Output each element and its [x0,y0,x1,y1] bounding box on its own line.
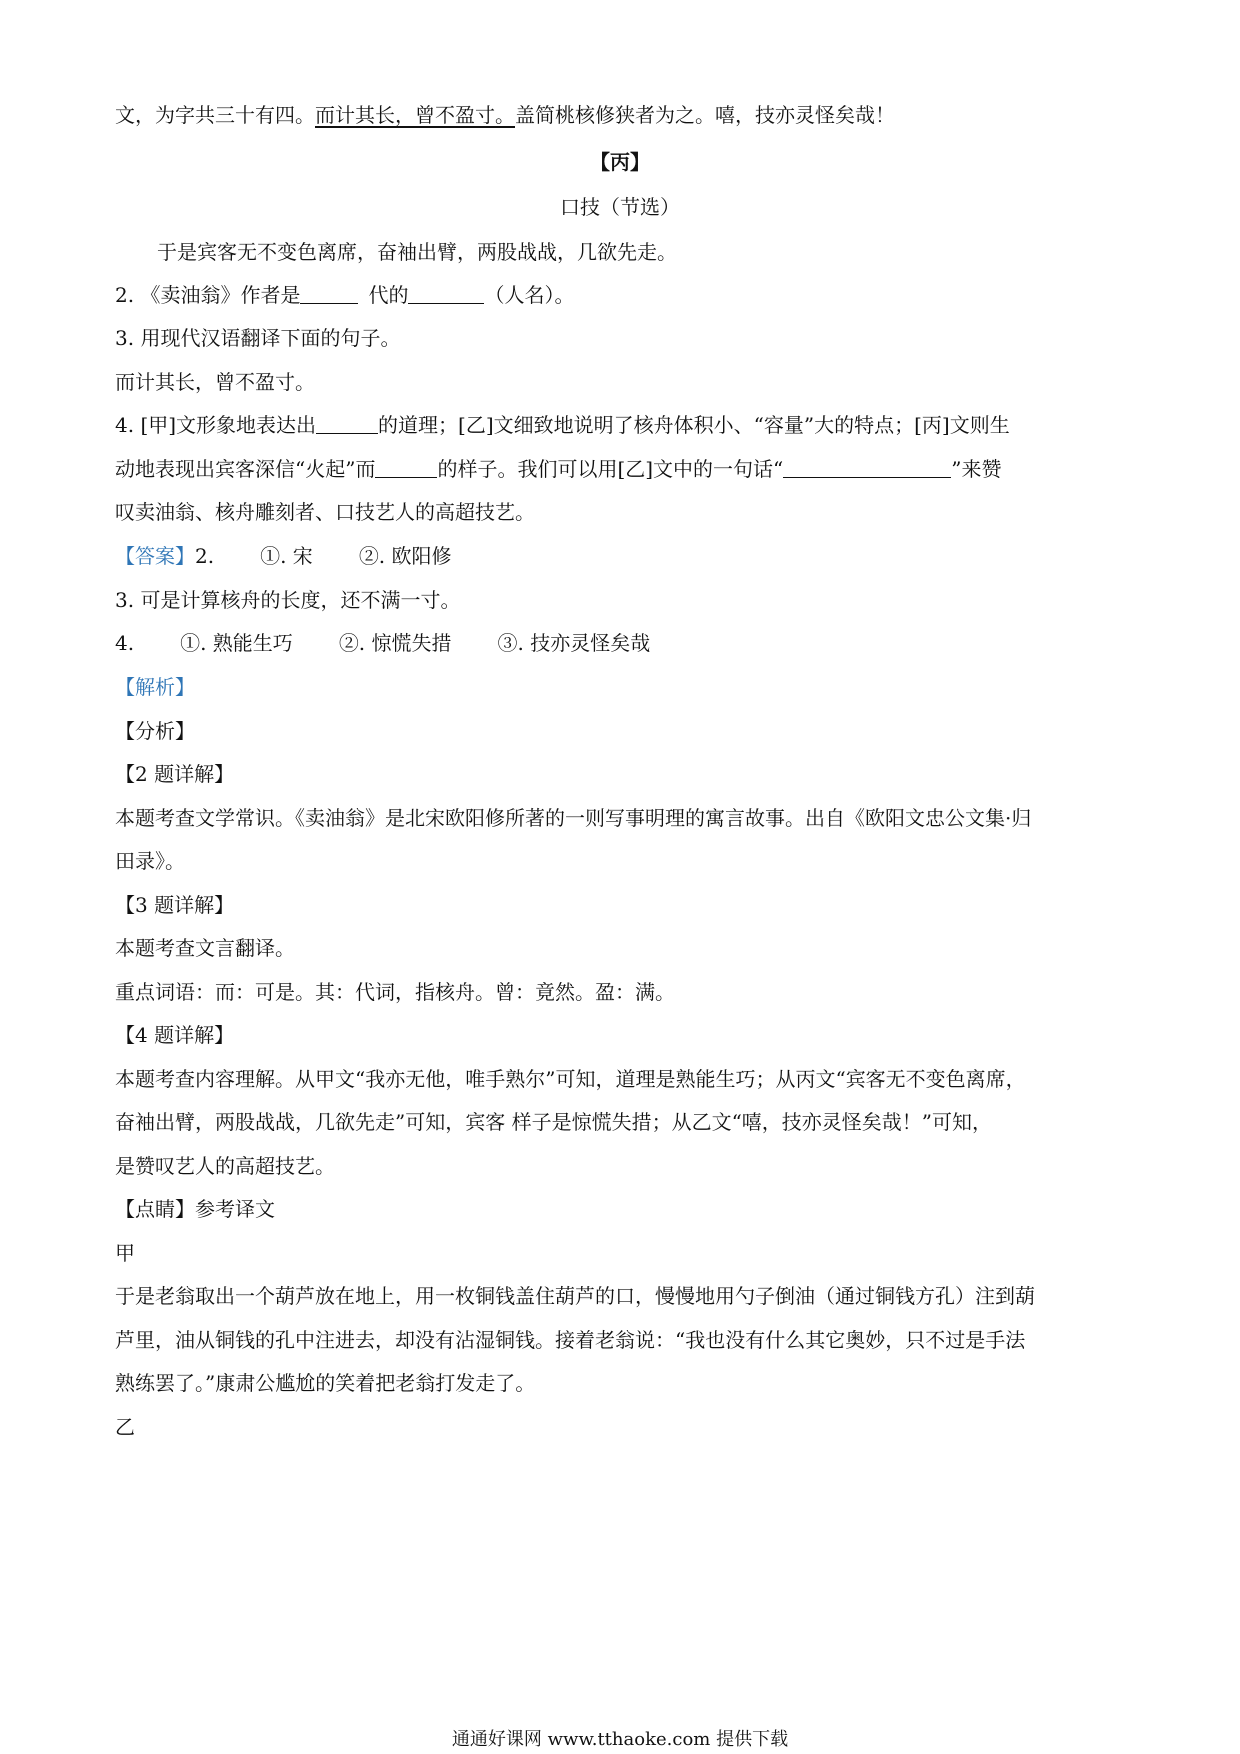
translation-jia-line-1: 于是老翁取出一个葫芦放在地上，用一枚铜钱盖住葫芦的口，慢慢地用勺子倒油（通过铜钱方孔）注到葫 [115,1284,1035,1308]
question-4-line-3: 叹卖油翁、核舟雕刻者、口技艺人的高超技艺。 [115,500,535,524]
translation-yi-label: 乙 [115,1415,135,1439]
detail-4-line-2: 奋袖出臂，两股战战，几欲先走”可知，宾客 样子是惊慌失措；从乙文“嘻，技亦灵怪矣哉！”可知， [115,1110,993,1134]
answer-tag: 【答案】 [115,544,195,568]
answer-q4-num: 4. [115,631,135,655]
detail-4-line-1: 本题考查内容理解。从甲文“我亦无他，唯手熟尔”可知，道理是熟能生巧；从丙文“宾客无不变色离席， [115,1067,1026,1091]
q4-line1-a: 4. [甲]文形象地表达出 [115,413,317,437]
q2-blank-name[interactable] [408,283,484,304]
top-line-underlined: 而计其长，曾不盈寸。 [315,103,515,127]
answer-line-2 [115,541,452,571]
top-passage-line [115,100,895,130]
detail-4-line-3: 是赞叹艺人的高超技艺。 [115,1154,335,1178]
q4-line1-b: 的道理；[乙]文细致地说明了核舟体积小、“容量”大的特点；[丙]文则生 [378,413,1010,437]
q2-part-c: （人名）。 [484,283,575,307]
q4-blank-2[interactable] [375,457,437,478]
top-line-after: 盖简桃核修狭者为之。嘻，技亦灵怪矣哉！ [515,103,895,127]
analysis-tag: 【解析】 [115,675,195,699]
detail-2-title: 【2 题详解】 [115,762,235,786]
q2-blank-dynasty[interactable] [300,283,358,304]
question-4-line-1 [115,410,1010,440]
dianjing-title: 【点睛】参考译文 [115,1197,275,1221]
bing-label: 【丙】 [590,150,650,174]
translation-jia-line-3: 熟练罢了。”康肃公尴尬的笑着把老翁打发走了。 [115,1371,536,1395]
answer-line-4 [115,628,650,658]
question-3-sentence: 而计其长，曾不盈寸。 [115,370,315,394]
detail-2-line-2: 田录》。 [115,849,185,873]
answer-q4-3: ③. 技亦灵怪矣哉 [497,631,651,655]
answer-q3: 3. 可是计算核舟的长度，还不满一寸。 [115,588,461,612]
answer-q2-2: ②. 欧阳修 [358,544,452,568]
detail-3-title: 【3 题详解】 [115,893,235,917]
q4-blank-3[interactable] [783,457,951,478]
detail-4-title: 【4 题详解】 [115,1023,235,1047]
answer-q4-1: ①. 熟能生巧 [180,631,293,655]
detail-3-line-1: 本题考查文言翻译。 [115,936,295,960]
translation-jia-label: 甲 [115,1241,135,1265]
detail-3-line-2: 重点词语：而：可是。其：代词，指核舟。曾：竟然。盈：满。 [115,980,675,1004]
bing-title: 口技（节选） [560,195,680,219]
question-4-line-2 [115,454,1002,484]
q2-part-a: 2. 《卖油翁》作者是 [115,283,301,307]
q4-blank-1[interactable] [316,413,378,434]
answer-q4-2: ②. 惊慌失措 [338,631,452,655]
analysis-fenxi: 【分析】 [115,719,195,743]
q2-part-b: 代的 [368,283,409,307]
question-2 [115,280,574,310]
translation-jia-line-2: 芦里，油从铜钱的孔中注进去，却没有沾湿铜钱。接着老翁说：“我也没有什么其它奥妙，只不过是手法 [115,1328,1026,1352]
detail-2-line-1: 本题考查文学常识。《卖油翁》是北宋欧阳修所著的一则写事明理的寓言故事。出自《欧阳文忠公文集·归 [115,806,1032,830]
bing-text: 于是宾客无不变色离席，奋袖出臂，两股战战，几欲先走。 [157,240,677,264]
q4-line2-c: ”来赞 [951,457,1002,481]
top-line-before: 文，为字共三十有四。 [115,103,315,127]
footer-source: 通通好课网 www.tthaoke.com 提供下载 [451,1729,789,1750]
answer-q2-1: ①. 宋 [260,544,313,568]
question-3-title: 3. 用现代汉语翻译下面的句子。 [115,326,401,350]
q4-line2-a: 动地表现出宾客深信“火起”而 [115,457,376,481]
answer-q2-num: 2. [195,544,215,568]
q4-line2-b: 的样子。我们可以用[乙]文中的一句话“ [437,457,784,481]
